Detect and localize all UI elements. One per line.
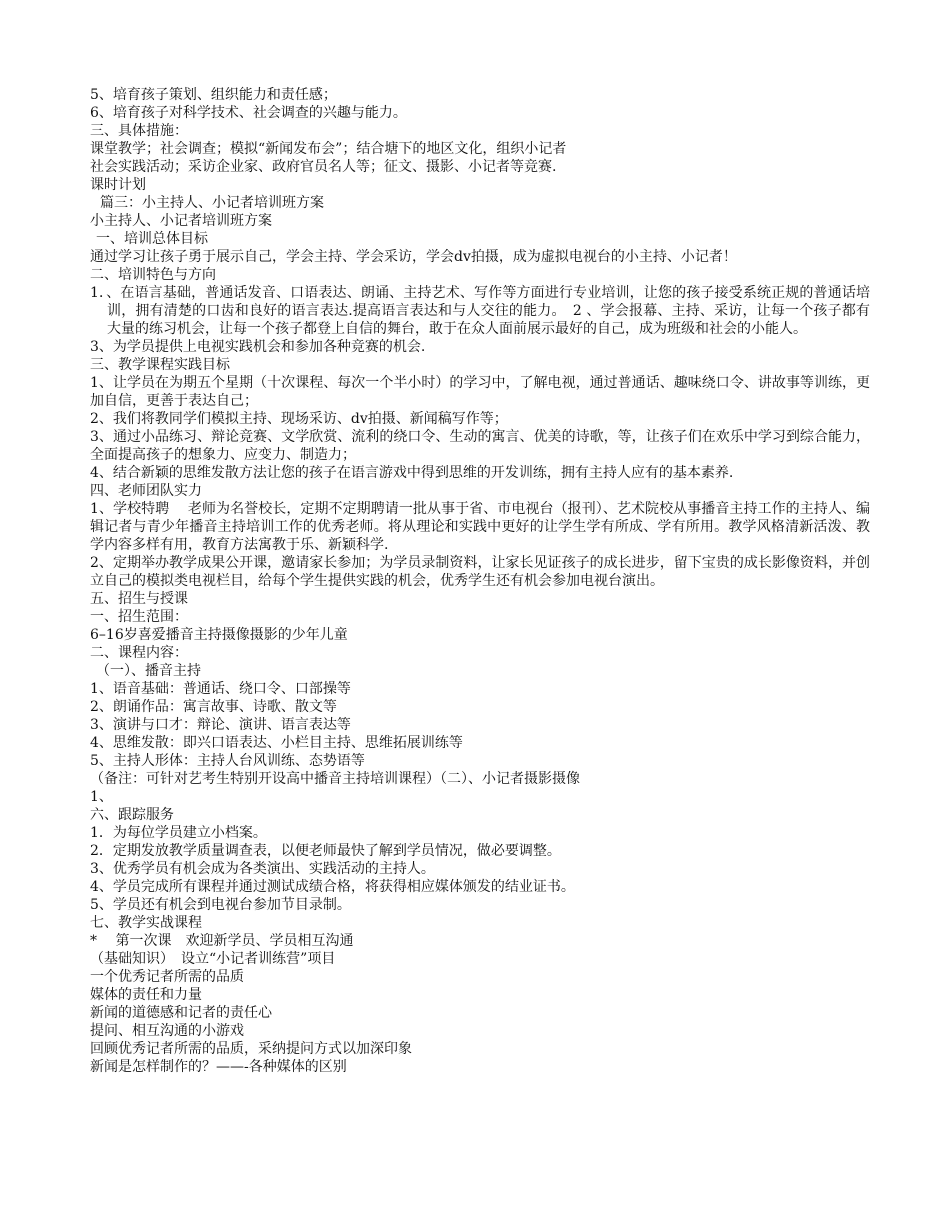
- section-heading: 一、培训总体目标: [96, 231, 208, 247]
- list-item: 4、学员完成所有课程并通过测试成绩合格，将获得相应媒体颁发的结业证书。: [90, 879, 575, 895]
- text-line: 通过学习让孩子勇于展示自己，学会主持、学会采访，学会dv拍摄，成为虚拟电视台的小主持、小记者！: [90, 249, 737, 265]
- text-line: 课时计划: [90, 177, 146, 193]
- section-heading: 五、招生与授课: [90, 591, 188, 607]
- list-item: 1、: [90, 789, 113, 805]
- list-item: 3、优秀学员有机会成为各类演出、实践活动的主持人。: [90, 861, 435, 877]
- text-line: 2、我们将教同学们模拟主持、现场采访、dv拍摄、新闻稿写作等；: [90, 411, 508, 427]
- document-title: 小主持人、小记者培训班方案: [90, 213, 272, 229]
- list-item: 1、语音基础：普通话、绕口令、口部操等: [90, 681, 351, 697]
- text-line: 媒体的责任和力量: [90, 987, 202, 1003]
- paragraph: 3、通过小品练习、辩论竞赛、文学欣赏、流利的绕口令、生动的寓言、优美的诗歌，等，让孩子们在欢乐中学习到综合能力，全面提高孩子的想象力、应变力、制造力；: [90, 429, 870, 463]
- text-line: 一、招生范围：: [90, 609, 188, 625]
- text-line: 社会实践活动；采访企业家、政府官员名人等；征文、摄影、小记者等竞赛.: [90, 159, 557, 175]
- section-heading: 三、教学课程实践目标: [90, 357, 230, 373]
- section-heading: 三、具体措施：: [90, 123, 188, 139]
- section-heading: 四、老师团队实力: [90, 483, 202, 499]
- list-item: 5、学员还有机会到电视台参加节目录制。: [90, 897, 351, 913]
- paragraph: 1、学校特聘 老师为名誉校长，定期不定期聘请一批从事于省、市电视台（报刊）、艺术院校从事播音主持工作的主持人、编辑记者与青少年播音主持培训工作的优秀老师。将从理论和实践中更好的让学生学有所成、学有所用。教学风格清新活泼、教学内容多样有用，教育方法寓教于乐、新颖科学.: [90, 501, 870, 553]
- list-item: 1．为每位学员建立小档案。: [90, 825, 267, 841]
- text-line: 6、培育孩子对科学技术、社会调查的兴趣与能力。: [90, 105, 407, 121]
- text-line: * 第一次课 欢迎新学员、学员相互沟通: [90, 933, 354, 949]
- list-item: 2、朗诵作品：寓言故事、诗歌、散文等: [90, 699, 337, 715]
- text-line: 6–16岁喜爱播音主持摄像摄影的少年儿童: [90, 627, 348, 643]
- text-line: 一个优秀记者所需的品质: [90, 969, 244, 985]
- document-page: [90, 86, 870, 1076]
- section-heading: 二、培训特色与方向: [90, 267, 216, 283]
- paragraph: 1．、在语言基础，普通话发音、口语表达、朗诵、主持艺术、写作等方面进行专业培训，让您的孩子接受系统正规的普通话培训，拥有清楚的口齿和良好的语言表达.提高语言表达和与人交往的能力。 2 、学会报幕、主持、采访，让每一个孩子都有大量的练习机会，让每一个孩子都登上自信的舞台，敢于在众人面前展示最好的自己，成为班级和社会的小能人。: [90, 285, 870, 337]
- text-line: 3、为学员提供上电视实践机会和参加各种竞赛的机会.: [90, 339, 426, 355]
- text-line: 4、结合新颖的思维发散方法让您的孩子在语言游戏中得到思维的开发训练，拥有主持人应有的基本素养.: [90, 465, 734, 481]
- list-item: 3、演讲与口才：辩论、演讲、语言表达等: [90, 717, 351, 733]
- text-line: 提问、相互沟通的小游戏: [90, 1023, 244, 1039]
- text-line: 回顾优秀记者所需的品质，采纳提问方式以加深印象: [90, 1041, 412, 1057]
- text-line: 新闻的道德感和记者的责任心: [90, 1005, 272, 1021]
- paragraph: 2、定期举办教学成果公开课，邀请家长参加；为学员录制资料，让家长见证孩子的成长进步，留下宝贵的成长影像资料，并创立自己的模拟类电视栏目，给每个学生提供实践的机会，优秀学生还有机会参加电视台演出。: [90, 555, 870, 589]
- text-line: 5、培育孩子策划、组织能力和责任感；: [90, 87, 337, 103]
- section-heading: 七、教学实战课程: [90, 915, 202, 931]
- list-item: 2．定期发放教学质量调查表，以便老师最快了解到学员情况，做必要调整。: [90, 843, 561, 859]
- text-line: （一）、播音主持: [96, 663, 201, 679]
- article-title: 篇三：小主持人、小记者培训班方案: [100, 195, 324, 211]
- text-line: （备注：可针对艺考生特别开设高中播音主持培训课程）（二）、小记者摄影摄像: [90, 771, 580, 787]
- text-line: 新闻是怎样制作的？——-各种媒体的区别: [90, 1059, 347, 1075]
- list-item: 5、主持人形体：主持人台风训练、态势语等: [90, 753, 365, 769]
- text-line: （基础知识） 设立“小记者训练营”项目: [90, 951, 336, 967]
- list-item: 4、思维发散：即兴口语表达、小栏目主持、思维拓展训练等: [90, 735, 463, 751]
- text-line: 二、课程内容：: [90, 645, 188, 661]
- text-line: 课堂教学；社会调查；模拟“新闻发布会”；结合塘下的地区文化，组织小记者: [90, 141, 567, 157]
- paragraph: 1、让学员在为期五个星期（十次课程、每次一个半小时）的学习中，了解电视，通过普通话、趣味绕口令、讲故事等训练，更加自信，更善于表达自己；: [90, 375, 870, 409]
- section-heading: 六、跟踪服务: [90, 807, 174, 823]
